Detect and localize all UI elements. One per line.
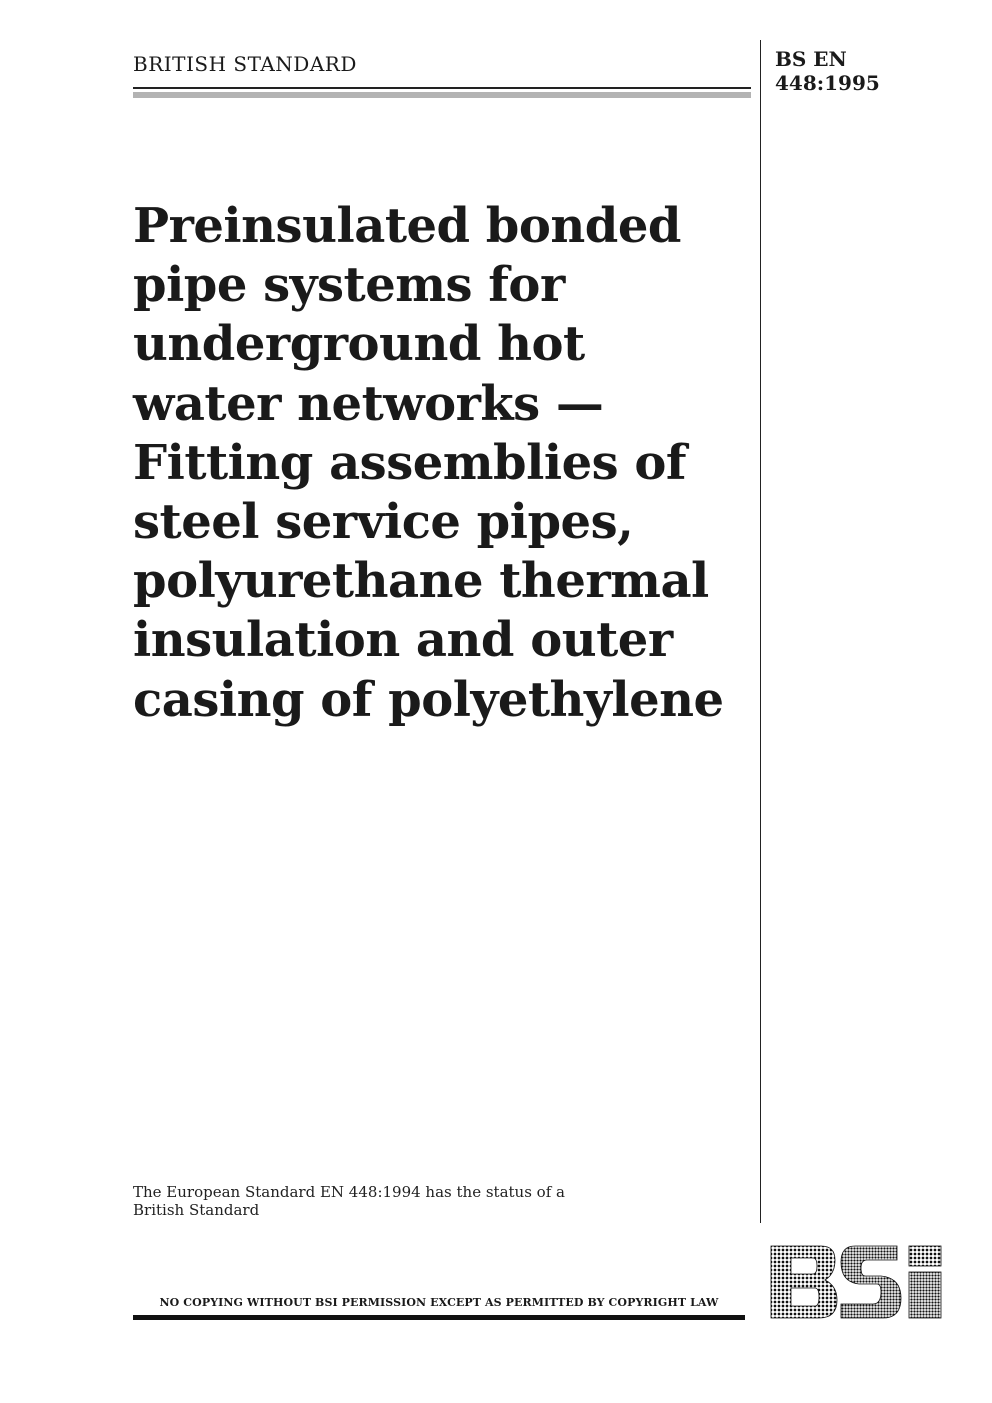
title-line: casing of polyethylene bbox=[133, 671, 724, 728]
title-line: steel service pipes, bbox=[133, 494, 634, 551]
logo-letter-i-stem bbox=[909, 1272, 941, 1318]
title-line: Preinsulated bonded bbox=[133, 198, 681, 254]
header-rule-thick bbox=[133, 92, 751, 98]
status-note-line1: The European Standard EN 448:1994 has the status of a bbox=[133, 1183, 565, 1201]
title-line: polyurethane thermal bbox=[133, 553, 709, 610]
status-note-line2: British Standard bbox=[133, 1201, 260, 1219]
title-line: water networks — bbox=[133, 375, 604, 432]
title-line: underground hot bbox=[133, 316, 585, 373]
standard-number bbox=[775, 47, 880, 95]
logo-letter-i-dot bbox=[909, 1246, 941, 1266]
title-line: Fitting assemblies of bbox=[133, 434, 687, 491]
document-title bbox=[133, 197, 753, 730]
title-line: pipe systems for bbox=[133, 257, 565, 314]
copyright-notice: NO COPYING WITHOUT BSI PERMISSION EXCEPT AS PERMITTED BY COPYRIGHT LAW bbox=[159, 1296, 719, 1309]
logo-letter-s bbox=[841, 1246, 901, 1318]
header-label: BRITISH STANDARD bbox=[133, 52, 357, 76]
vertical-divider bbox=[760, 40, 761, 1223]
logo-letter-b bbox=[771, 1246, 837, 1318]
standard-number-line2: 448:1995 bbox=[775, 71, 880, 95]
header-rule-thin bbox=[133, 87, 751, 89]
standard-number-line1: BS EN bbox=[775, 47, 847, 71]
status-note bbox=[133, 1183, 653, 1219]
footer-rule bbox=[133, 1315, 745, 1320]
title-line: insulation and outer bbox=[133, 612, 673, 669]
bsi-logo bbox=[769, 1244, 945, 1320]
